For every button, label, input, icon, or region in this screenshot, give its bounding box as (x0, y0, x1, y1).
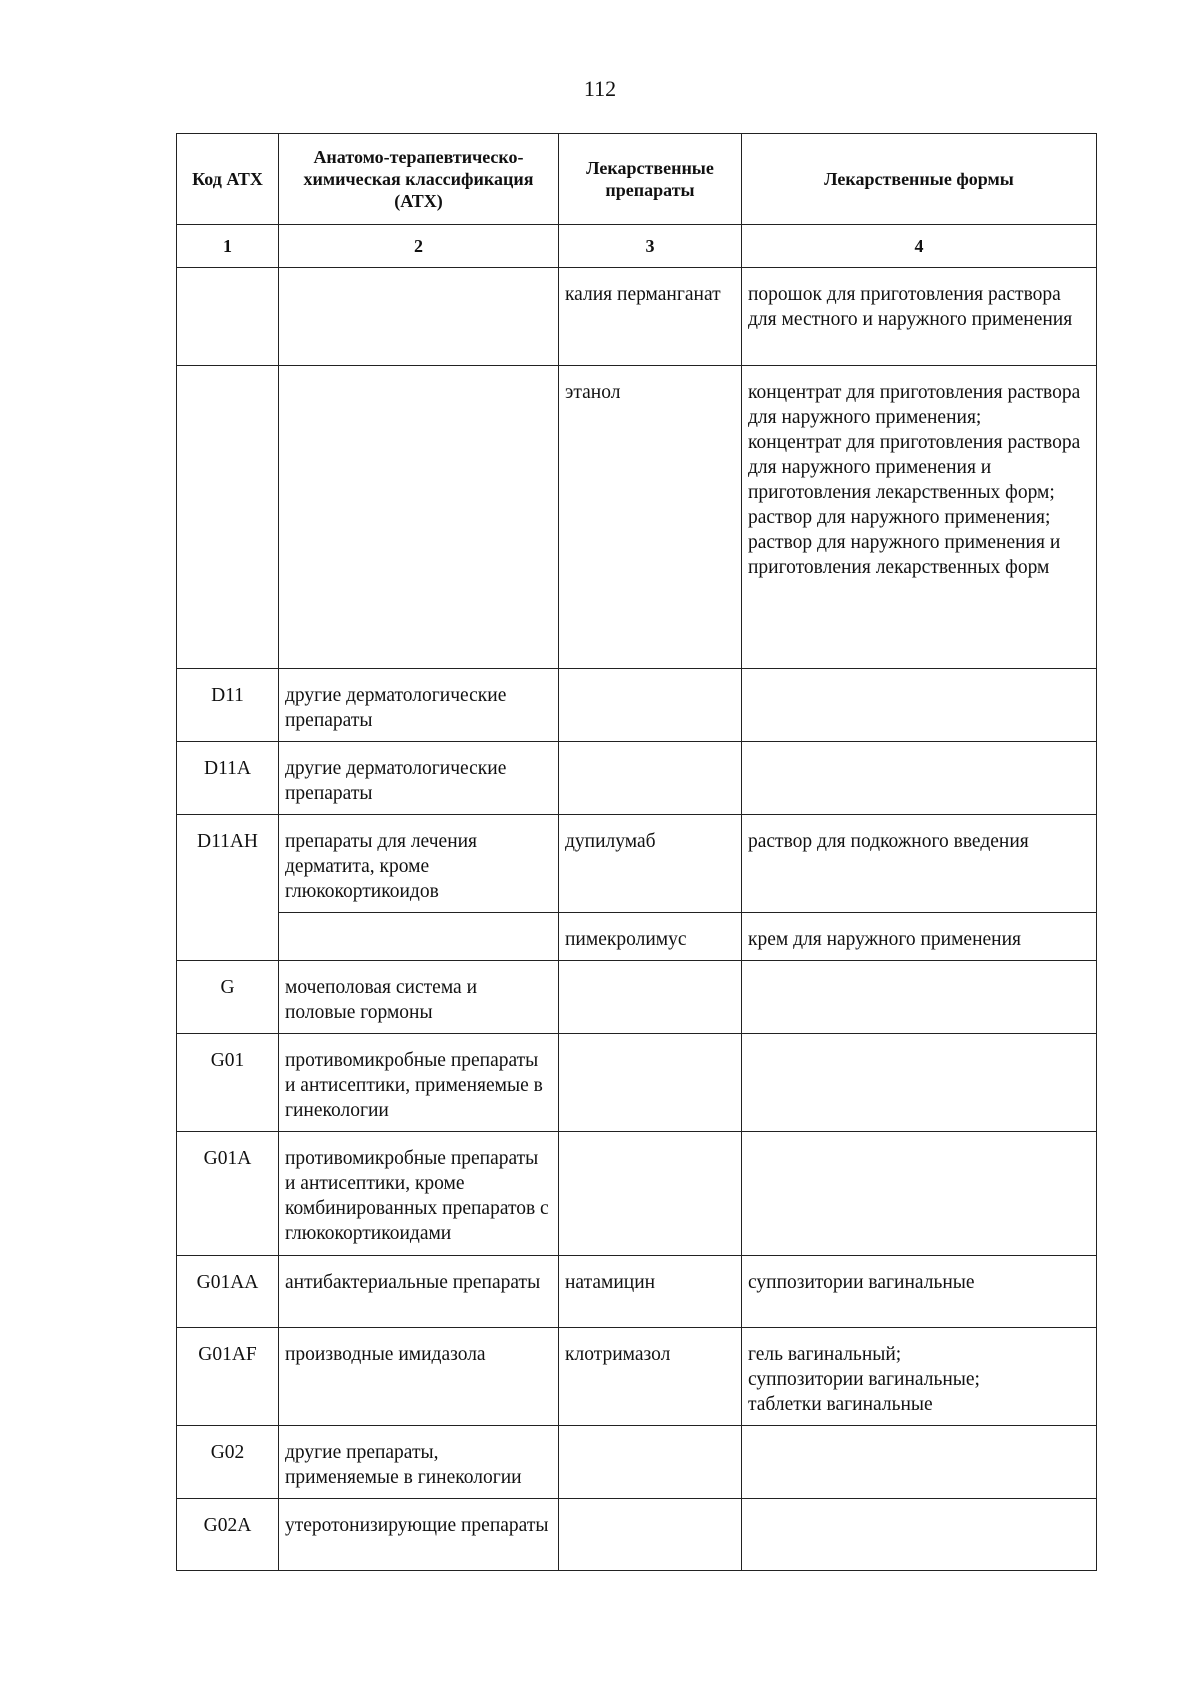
atc-class-cell: противомикробные препараты и антисептики, применяемые в гинекологии (279, 1034, 559, 1132)
page-number: 112 (583, 76, 617, 101)
forms-cell (742, 742, 1097, 815)
column-number: 4 (742, 225, 1097, 268)
drug-cell: пимекролимус (559, 913, 742, 961)
table-row (177, 669, 1097, 742)
table-row (177, 1034, 1097, 1132)
dosage-form: раствор для наружного применения; (748, 507, 1051, 528)
drug-cell (559, 1132, 742, 1256)
dosage-form: суппозитории вагинальные (748, 1272, 975, 1293)
drug-cell (559, 1426, 742, 1499)
forms-cell (742, 913, 1097, 961)
table-row (177, 1256, 1097, 1328)
atc-class-cell: другие препараты, применяемые в гинекологии (279, 1426, 559, 1499)
header-dosage-forms: Лекарственные формы (742, 134, 1097, 225)
forms-cell (742, 1132, 1097, 1256)
atc-class-cell: антибактериальные препараты (279, 1256, 559, 1328)
drug-cell: клотримазол (559, 1328, 742, 1426)
column-number: 1 (177, 225, 279, 268)
forms-cell (742, 669, 1097, 742)
forms-cell (742, 815, 1097, 913)
dosage-form: концентрат для приготовления раствора для наружного применения и приготовления лекарственных форм; (748, 432, 1081, 503)
table-row (177, 1499, 1097, 1571)
atc-code-cell: G01A (177, 1132, 279, 1256)
dosage-form: суппозитории вагинальные; (748, 1369, 980, 1390)
atc-drug-table (176, 133, 1097, 1571)
atc-class-cell: препараты для лечения дерматита, кроме глюкокортикоидов (279, 815, 559, 913)
table-row (177, 913, 1097, 961)
atc-class-cell: утеротонизирующие препараты (279, 1499, 559, 1571)
drug-cell: натамицин (559, 1256, 742, 1328)
atc-class-cell (279, 268, 559, 366)
atc-code-cell: D11 (177, 669, 279, 742)
forms-cell (742, 961, 1097, 1034)
drug-cell (559, 1499, 742, 1571)
atc-class-cell: производные имидазола (279, 1328, 559, 1426)
table-row (177, 961, 1097, 1034)
dosage-form: крем для наружного применения (748, 929, 1022, 950)
table-row (177, 1328, 1097, 1426)
table-row (177, 1426, 1097, 1499)
forms-cell (742, 1034, 1097, 1132)
drug-cell: калия перманганат (559, 268, 742, 366)
atc-code-cell: G01 (177, 1034, 279, 1132)
header-atc-classification: Анатомо-терапевтическо-химическая классификация (АТХ) (279, 134, 559, 225)
table-row (177, 742, 1097, 815)
atc-class-cell: мочеполовая система и половые гормоны (279, 961, 559, 1034)
drug-cell (559, 961, 742, 1034)
forms-cell (742, 1499, 1097, 1571)
drug-cell (559, 742, 742, 815)
forms-cell (742, 366, 1097, 669)
atc-code-cell: D11A (177, 742, 279, 815)
atc-class-cell: другие дерматологические препараты (279, 742, 559, 815)
drug-cell (559, 1034, 742, 1132)
table-row (177, 268, 1097, 366)
atc-code-cell: D11AH (177, 815, 279, 961)
dosage-form: порошок для приготовления раствора для местного и наружного применения (748, 284, 1073, 330)
atc-code-cell: G02A (177, 1499, 279, 1571)
forms-cell (742, 1256, 1097, 1328)
dosage-form: таблетки вагинальные (748, 1394, 933, 1415)
header-drugs: Лекарственные препараты (559, 134, 742, 225)
atc-class-cell: противомикробные препараты и антисептики, кроме комбинированных препаратов с глюкокортикоидами (279, 1132, 559, 1256)
dosage-form: раствор для подкожного введения (748, 831, 1029, 852)
atc-class-cell: другие дерматологические препараты (279, 669, 559, 742)
table-row (177, 815, 1097, 913)
drug-cell (559, 669, 742, 742)
forms-cell (742, 268, 1097, 366)
forms-cell (742, 1328, 1097, 1426)
drug-cell: дупилумаб (559, 815, 742, 913)
atc-code-cell: G01AA (177, 1256, 279, 1328)
column-number-row (177, 225, 1097, 268)
dosage-form: концентрат для приготовления раствора для наружного применения; (748, 382, 1081, 428)
atc-code-cell: G02 (177, 1426, 279, 1499)
atc-code-cell: G (177, 961, 279, 1034)
atc-code-cell (177, 366, 279, 669)
atc-code-cell (177, 268, 279, 366)
table-header-row (177, 134, 1097, 225)
header-atc-code: Код АТХ (177, 134, 279, 225)
dosage-form: гель вагинальный; (748, 1344, 902, 1365)
atc-class-cell (279, 366, 559, 669)
atc-class-cell (279, 913, 559, 961)
dosage-form: раствор для наружного применения и приготовления лекарственных форм (748, 532, 1061, 578)
drug-cell: этанол (559, 366, 742, 669)
column-number: 2 (279, 225, 559, 268)
atc-code-cell: G01AF (177, 1328, 279, 1426)
forms-cell (742, 1426, 1097, 1499)
table-row (177, 366, 1097, 669)
table-row (177, 1132, 1097, 1256)
column-number: 3 (559, 225, 742, 268)
